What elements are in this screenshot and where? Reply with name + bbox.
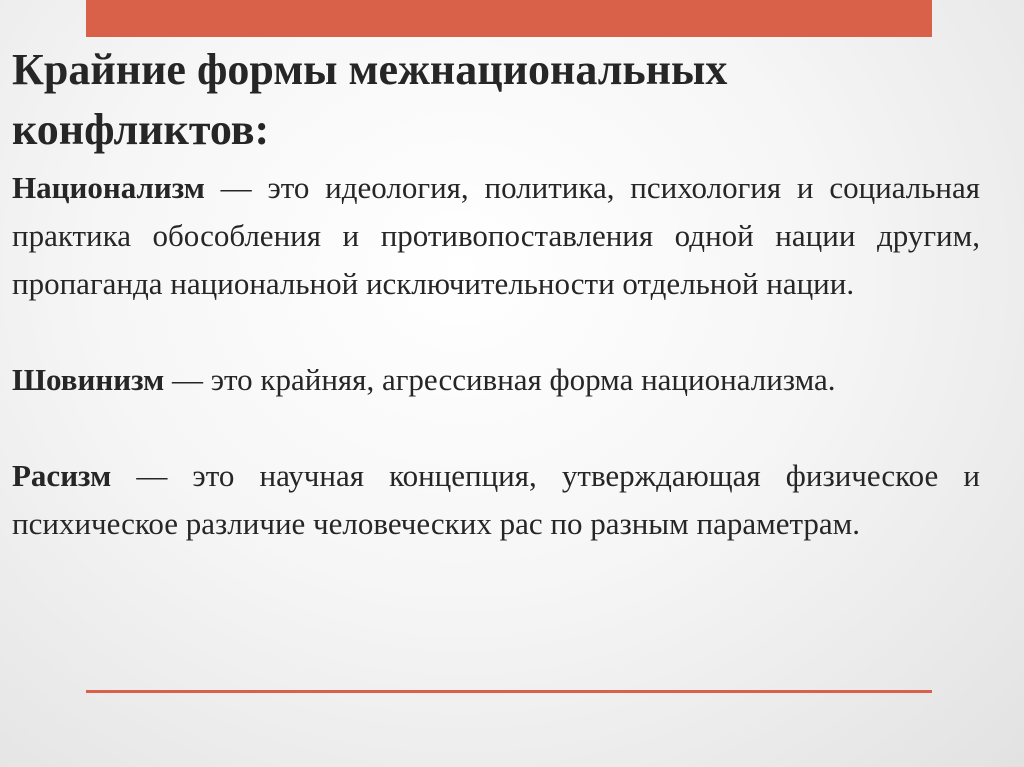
- term-nationalism: Национализм: [12, 170, 205, 205]
- top-accent-bar: [86, 0, 932, 37]
- bottom-accent-line: [86, 690, 932, 693]
- term-racism: Расизм: [12, 458, 112, 493]
- definition-chauvinism-text: — это крайняя, агрессивная форма национализма.: [164, 362, 836, 397]
- definition-racism-text: — это научная концепция, утверждающая физическое и психическое различие человеческих рас по разным параметрам.: [12, 458, 980, 541]
- slide-title: Крайние формы межнациональных конфликтов:: [12, 45, 728, 154]
- definition-chauvinism: [12, 356, 980, 404]
- term-chauvinism: Шовинизм: [12, 362, 165, 397]
- definition-nationalism-text: — это идеология, политика, психология и социальная практика обособления и противопоставления одной нации другим, пропаганда национальной исключительности отдельной нации.: [12, 170, 980, 301]
- slide-content: [12, 164, 980, 596]
- definition-nationalism: [12, 164, 980, 308]
- definition-racism: [12, 452, 980, 548]
